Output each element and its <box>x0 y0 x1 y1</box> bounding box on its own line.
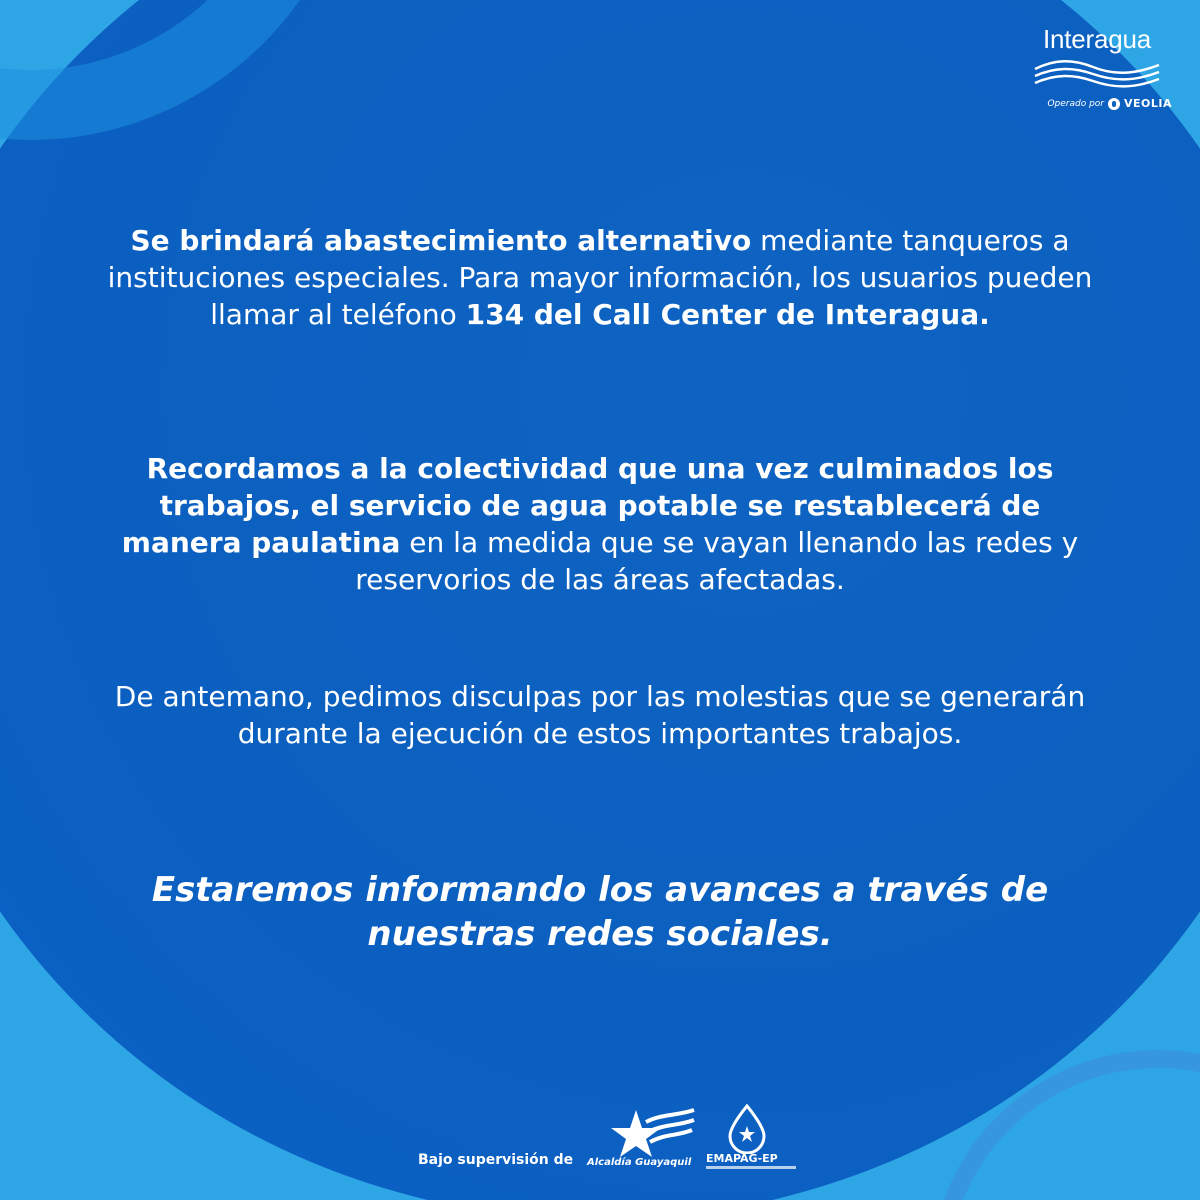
emapag-label: EMAPAG-EP <box>706 1152 778 1165</box>
emapag-drop-icon <box>722 1104 772 1154</box>
operator-name: VEOLIA <box>1124 97 1172 110</box>
closing-message: Estaremos informando los avances a través de nuestras redes sociales. <box>151 870 1049 954</box>
waves-icon <box>1033 59 1161 89</box>
p2-text: en la medida que se vayan llenando las redes y reservorios de las áreas afectadas. <box>355 526 1079 596</box>
operated-by-label: Operado por <box>1047 98 1104 109</box>
p3-text: De antemano, pedimos disculpas por las molestias que se generarán durante la ejecución de estos importantes trabajos. <box>114 680 1086 750</box>
paragraph-apology <box>100 678 1100 752</box>
paragraph-service-restoration <box>100 450 1100 598</box>
p1-bold-tail: 134 del Call Center de Interagua. <box>465 298 990 331</box>
footer <box>0 1100 1200 1180</box>
veolia-icon <box>1108 98 1120 110</box>
operator-line <box>1022 97 1172 110</box>
interagua-logo <box>1022 24 1172 110</box>
emapag-subtitle-line <box>706 1166 796 1169</box>
alcaldia-label: Alcaldía Guayaquil <box>587 1157 692 1168</box>
p1-text: mediante tanqueros a instituciones especiales. Para mayor información, los usuarios pueden llamar al teléfono <box>107 224 1093 331</box>
paragraph-alternative-supply <box>100 222 1100 333</box>
supervision-label: Bajo supervisión de <box>418 1152 574 1168</box>
p2-bold-lead: Recordamos a la colectividad que una vez culminados los trabajos, el servicio de agua potable se restablecerá de manera paulatina <box>121 452 1054 559</box>
p1-bold-lead: Se brindará abastecimiento alternativo <box>130 224 752 257</box>
brand-name: Interagua <box>1042 24 1152 54</box>
